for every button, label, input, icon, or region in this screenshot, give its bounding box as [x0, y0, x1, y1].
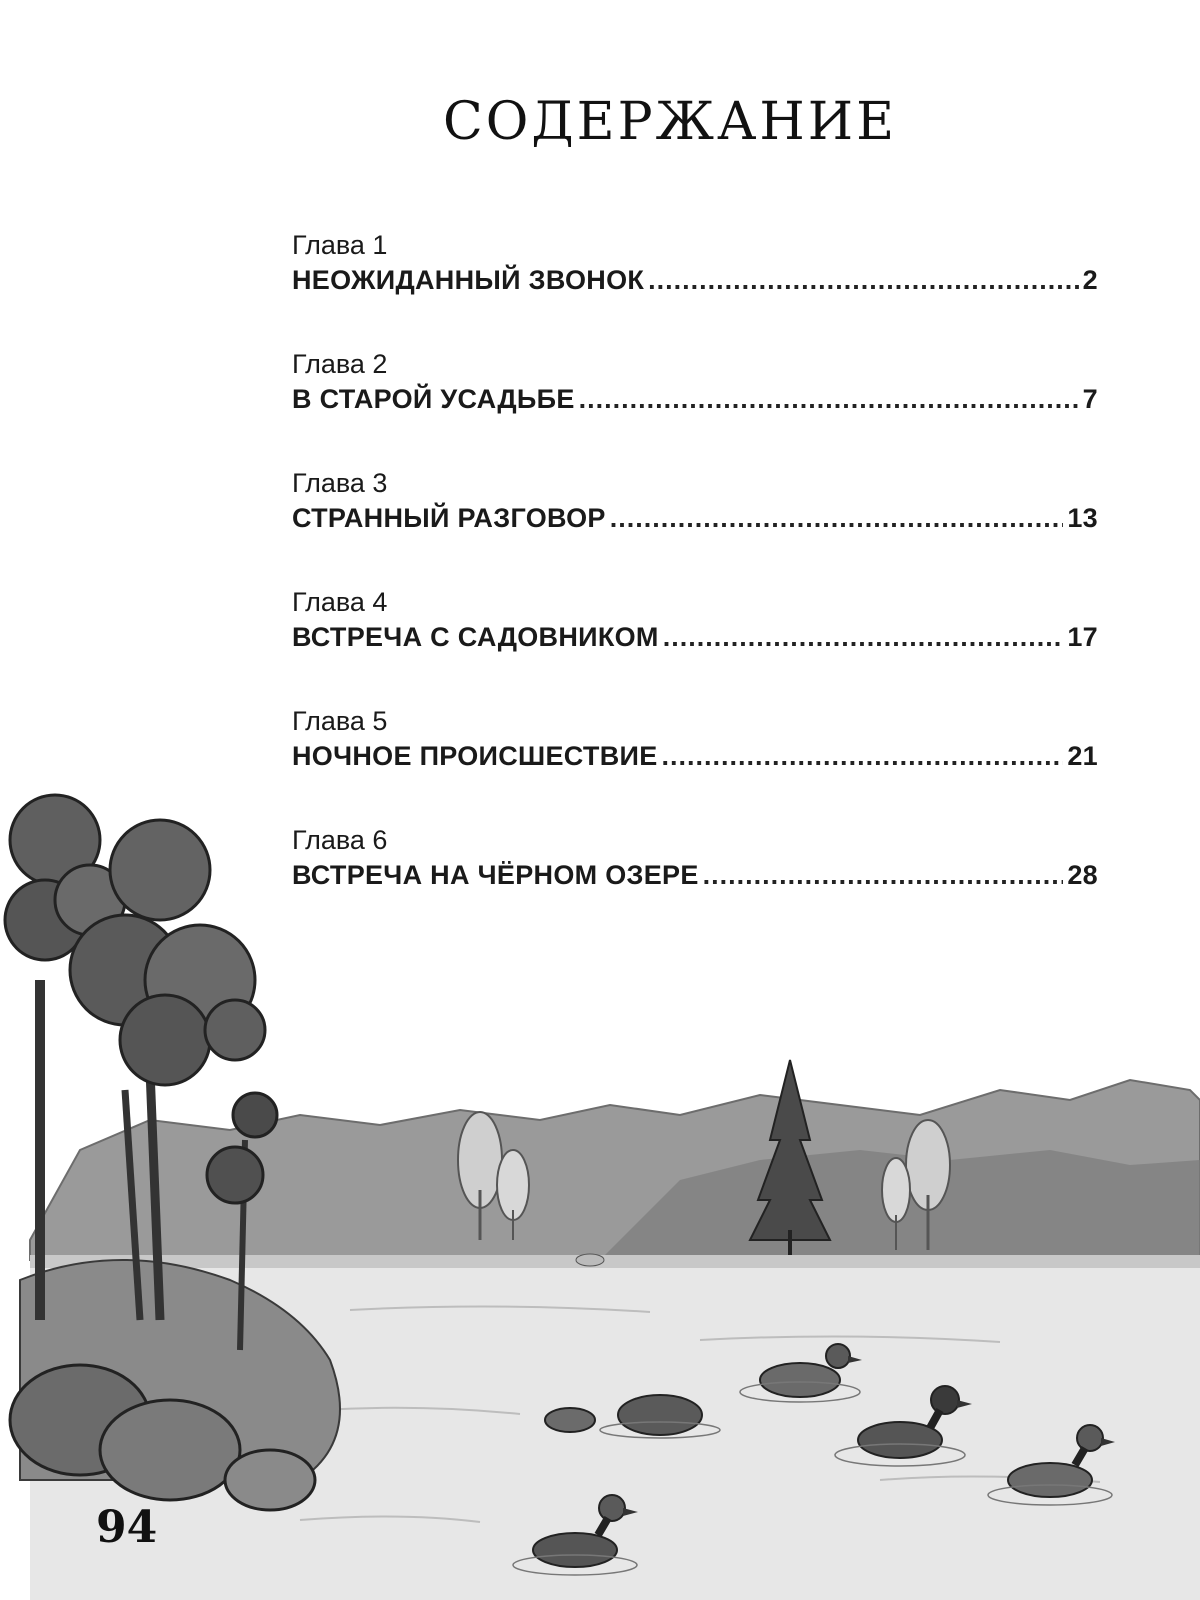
chapter-label: Глава 6: [292, 825, 388, 855]
toc-entry-3[interactable]: [292, 466, 1098, 585]
chapter-label: Глава 5: [292, 706, 388, 736]
chapter-title: СТРАННЫЙ РАЗГОВОР: [292, 503, 606, 533]
chapter-line: [292, 619, 1098, 655]
chapter-page-number: 7: [1082, 384, 1098, 414]
chapter-label: Глава 2: [292, 349, 388, 379]
toc-entry-2[interactable]: [292, 347, 1098, 466]
dot-leader: [579, 381, 1079, 417]
chapter-title: НЕОЖИДАННЫЙ ЗВОНОК: [292, 265, 645, 295]
chapter-line: [292, 262, 1098, 298]
page-number: 94: [96, 1502, 158, 1553]
chapter-title: ВСТРЕЧА С САДОВНИКОМ: [292, 622, 659, 652]
chapter-title: НОЧНОЕ ПРОИСШЕСТВИЕ: [292, 741, 658, 771]
chapter-label: Глава 4: [292, 587, 388, 617]
lake-illustration: [0, 720, 1200, 1600]
chapter-title: В СТАРОЙ УСАДЬБЕ: [292, 384, 575, 414]
dot-leader: [648, 262, 1079, 298]
chapter-label: Глава 1: [292, 230, 388, 260]
chapter-line: [292, 500, 1098, 536]
dot-leader: [663, 619, 1064, 655]
chapter-title: ВСТРЕЧА НА ЧЁРНОМ ОЗЕРЕ: [292, 860, 699, 890]
chapter-label: Глава 3: [292, 468, 388, 498]
chapter-line: [292, 381, 1098, 417]
toc-entry-4[interactable]: [292, 585, 1098, 704]
toc-entry-1[interactable]: [292, 228, 1098, 347]
dot-leader: [610, 500, 1064, 536]
chapter-page-number: 17: [1067, 622, 1098, 652]
chapter-page-number: 21: [1067, 741, 1098, 771]
chapter-page-number: 13: [1067, 503, 1098, 533]
page-title: СОДЕРЖАНИЕ: [442, 92, 898, 152]
chapter-page-number: 28: [1067, 860, 1098, 890]
chapter-page-number: 2: [1082, 265, 1098, 295]
